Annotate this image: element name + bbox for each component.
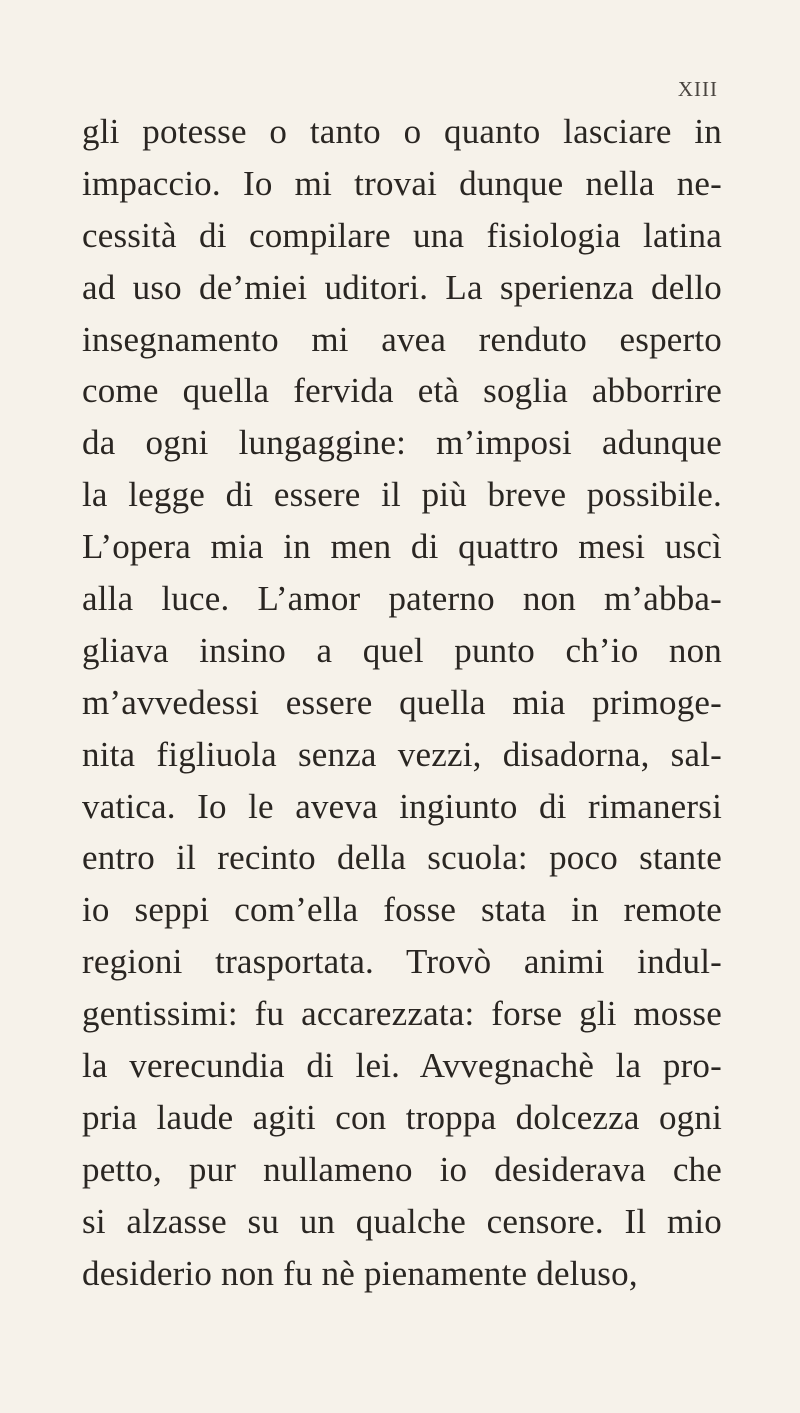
body-text bbox=[82, 106, 722, 1299]
text-line: desiderio non fu nè pienamente deluso, bbox=[82, 1253, 638, 1293]
text-line: si alzasse su un qualche censore. Il mio bbox=[82, 1201, 722, 1241]
text-line: L’opera mia in men di quattro mesi uscì bbox=[82, 527, 722, 567]
text-line: gentissimi: fu accarezzata: forse gli mosse bbox=[82, 994, 722, 1034]
text-line: da ogni lungaggine: m’imposi adunque bbox=[82, 423, 722, 463]
text-line: gli potesse o tanto o quanto lasciare in bbox=[82, 112, 722, 151]
text-line: insegnamento mi avea renduto esperto bbox=[82, 319, 722, 359]
text-line: la verecundia di lei. Avvegnachè la pro- bbox=[82, 1046, 722, 1086]
text-line: alla luce. L’amor paterno non m’abba- bbox=[82, 579, 722, 619]
text-line: m’avvedessi essere quella mia primoge- bbox=[82, 682, 722, 722]
text-line: vatica. Io le aveva ingiunto di rimanersi bbox=[82, 786, 722, 826]
text-line: petto, pur nullameno io desiderava che bbox=[82, 1149, 722, 1189]
text-line: entro il recinto della scuola: poco stante bbox=[82, 838, 722, 878]
text-line: ad uso de’miei uditori. La sperienza dello bbox=[82, 267, 722, 307]
text-line: gliava insino a quel punto ch’io non bbox=[82, 630, 722, 670]
text-line: io seppi com’ella fosse stata in remote bbox=[82, 890, 722, 930]
text-line: come quella fervida età soglia abborrire bbox=[82, 371, 722, 411]
page-number: XIII bbox=[677, 77, 718, 101]
text-line: regioni trasportata. Trovò animi indul- bbox=[82, 942, 722, 982]
text-line: pria laude agiti con troppa dolcezza ogni bbox=[82, 1097, 722, 1137]
text-line: la legge di essere il più breve possibile. bbox=[82, 475, 722, 515]
text-line: impaccio. Io mi trovai dunque nella ne- bbox=[82, 163, 722, 203]
text-line: cessità di compilare una fisiologia latina bbox=[82, 215, 722, 255]
text-line: nita figliuola senza vezzi, disadorna, sal- bbox=[82, 734, 722, 774]
